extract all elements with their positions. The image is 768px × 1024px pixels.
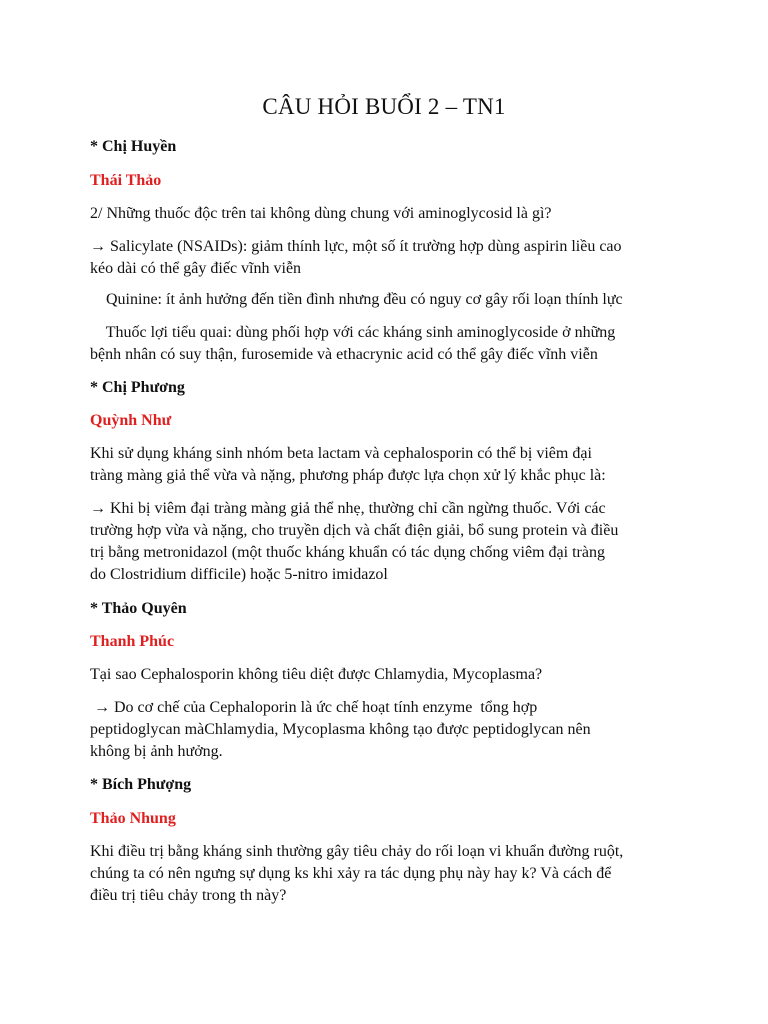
question-line: điều trị tiêu chảy trong th này?: [90, 887, 287, 904]
asker-heading: * Chị Phương: [90, 379, 185, 396]
document-title: CÂU HỎI BUỔI 2 – TN1: [262, 94, 506, 119]
answer-line: → Do cơ chế của Cephaloporin là ức chế hoạt tính enzyme tổng hợp: [90, 699, 538, 716]
asker-heading: * Thảo Quyên: [90, 600, 187, 617]
answer-line: Thuốc lợi tiểu quai: dùng phối hợp với các kháng sinh aminoglycoside ở những: [90, 324, 616, 341]
asker-heading: * Bích Phượng: [90, 776, 192, 793]
answer-line: → Khi bị viêm đại tràng màng giả thể nhẹ, thường chỉ cần ngừng thuốc. Với các: [90, 500, 606, 517]
answer-line: không bị ảnh hưởng.: [90, 743, 223, 760]
answer-line: kéo dài có thể gây điếc vĩnh viễn: [90, 260, 302, 277]
question-line: 2/ Những thuốc độc trên tai không dùng chung với aminoglycosid là gì?: [90, 205, 552, 222]
answer-line: trường hợp vừa và nặng, cho truyền dịch và chất điện giải, bổ sung protein và điều: [90, 522, 619, 539]
answer-line: peptidoglycan màChlamydia, Mycoplasma không tạo được peptidoglycan nên: [90, 721, 591, 738]
answer-line: Quinine: ít ảnh hưởng đến tiền đình nhưng đều có nguy cơ gây rối loạn thính lực: [90, 291, 623, 308]
responder-name: Thảo Nhung: [90, 810, 176, 827]
responder-name: Thanh Phúc: [90, 633, 175, 650]
question-line: Khi điều trị bằng kháng sinh thường gây tiêu chảy do rối loạn vi khuẩn đường ruột,: [90, 843, 624, 860]
answer-line: bệnh nhân có suy thận, furosemide và ethacrynic acid có thể gây điếc vĩnh viễn: [90, 346, 598, 363]
responder-name: Thái Thảo: [90, 172, 162, 189]
responder-name: Quỳnh Như: [90, 412, 172, 429]
asker-heading: * Chị Huyền: [90, 138, 177, 155]
question-line: chúng ta có nên ngưng sự dụng ks khi xảy ra tác dụng phụ này hay k? Và cách để: [90, 865, 612, 882]
question-line: Khi sử dụng kháng sinh nhóm beta lactam và cephalosporin có thể bị viêm đại: [90, 445, 592, 462]
question-line: Tại sao Cephalosporin không tiêu diệt được Chlamydia, Mycoplasma?: [90, 666, 543, 683]
answer-line: trị bằng metronidazol (một thuốc kháng khuẩn có tác dụng chống viêm đại tràng: [90, 544, 605, 561]
answer-line: → Salicylate (NSAIDs): giảm thính lực, một số ít trường hợp dùng aspirin liều cao: [90, 238, 622, 255]
question-line: tràng màng giả thể vừa và nặng, phương pháp được lựa chọn xử lý khắc phục là:: [90, 467, 606, 484]
answer-line: do Clostridium difficile) hoặc 5-nitro imidazol: [90, 566, 388, 583]
